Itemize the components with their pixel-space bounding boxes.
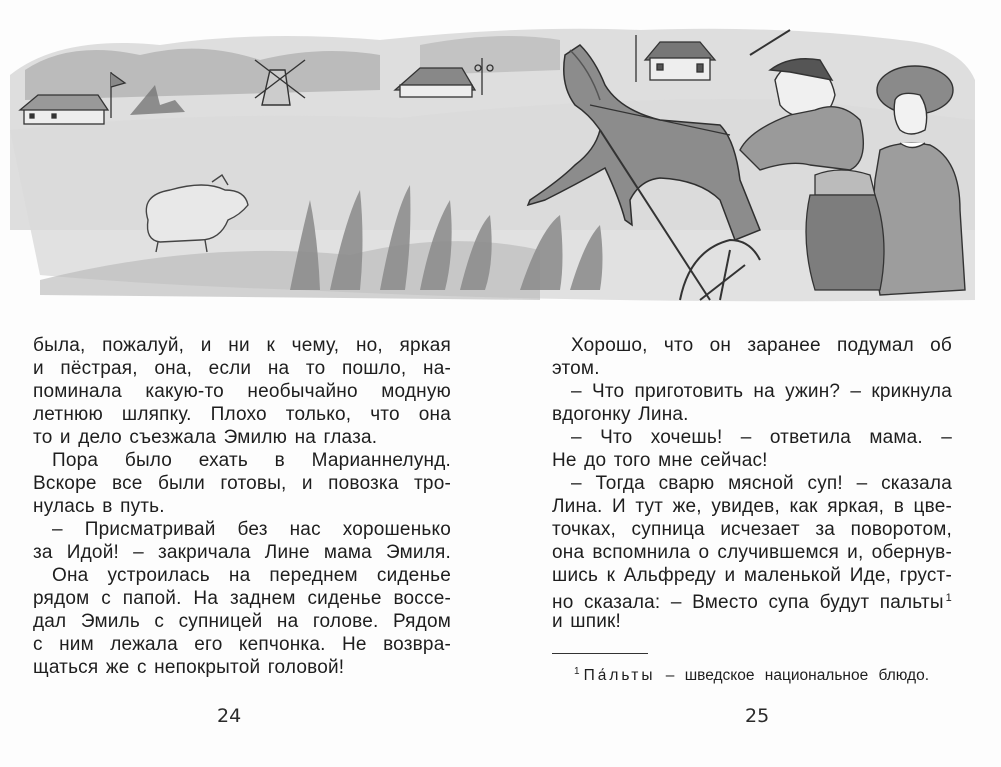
- text-line: точках, супница исчезает за поворотом,: [552, 519, 952, 540]
- text-line: шись к Альфреду и маленькой Иде, груст-: [552, 565, 952, 586]
- text-line: – Присматривай без нас хорошенько: [52, 519, 451, 540]
- text-line: с ним лежала его кепчонка. Не возвра-: [33, 634, 451, 655]
- text-line: – Что хочешь! – ответила мама. –: [571, 427, 952, 448]
- text-line: и пёстрая, она, если на то пошло, на-: [33, 358, 451, 379]
- text-line: и шпик!: [552, 611, 622, 632]
- text-line: Она устроилась на переднем сиденье: [52, 565, 451, 586]
- footnote-divider: [552, 653, 648, 654]
- text-line: летнюю шляпку. Плохо только, что она: [33, 404, 451, 425]
- footnote-marker: 1: [574, 666, 580, 677]
- text-line-with-footnote: [552, 587, 952, 613]
- page-number-left: 24: [217, 705, 242, 727]
- text-line: за Идой! – закричала Лине мама Эмиля.: [33, 542, 451, 563]
- text-line: дал Эмиль с супницей на голове. Рядом: [33, 611, 451, 632]
- footnote-text: – шведское национальное блюдо.: [665, 667, 930, 684]
- text-line: Пора было ехать в Марианнелунд.: [52, 450, 451, 471]
- text-line: вдогонку Лина.: [552, 404, 689, 425]
- text-line: щаться же с непокрытой головой!: [33, 657, 345, 678]
- text-line-content: но сказала: – Вместо супа будут пальты: [552, 592, 944, 613]
- illustration-drawing: [0, 0, 1001, 310]
- text-line: рядом с папой. На заднем сиденье воссе-: [33, 588, 451, 609]
- text-line: поминала какую-то необычайно модную: [33, 381, 451, 402]
- emil-with-tureen: [806, 170, 884, 290]
- illustration: [0, 0, 1001, 310]
- text-line: – Что приготовить на ужин? – крикнула: [571, 381, 952, 402]
- text-line: была, пожалуй, и ни к чему, но, яркая: [33, 335, 451, 356]
- text-line: нулась в путь.: [33, 496, 165, 517]
- text-line: Вскоре все были готовы, и повозка тро-: [33, 473, 451, 494]
- page-number-right: 25: [745, 705, 770, 727]
- left-page-text: [33, 334, 451, 679]
- text-line: то и дело съезжала Эмилю на глаза.: [33, 427, 378, 448]
- text-line: Хорошо, что он заранее подумал об: [571, 335, 952, 356]
- text-line: Не до того мне сейчас!: [552, 450, 768, 471]
- footnote: [552, 662, 952, 686]
- text-line: она вспомнила о случившемся и, обернув-: [552, 542, 952, 563]
- footnote-reference: 1: [945, 592, 952, 604]
- text-line: Лина. И тут же, увидев, как яркая, в цве-: [552, 496, 952, 517]
- footnote-term: Па́льты: [583, 667, 656, 684]
- text-line: этом.: [552, 358, 600, 379]
- text-line: – Тогда сварю мясной суп! – сказала: [571, 473, 952, 494]
- right-page-text: [552, 334, 952, 686]
